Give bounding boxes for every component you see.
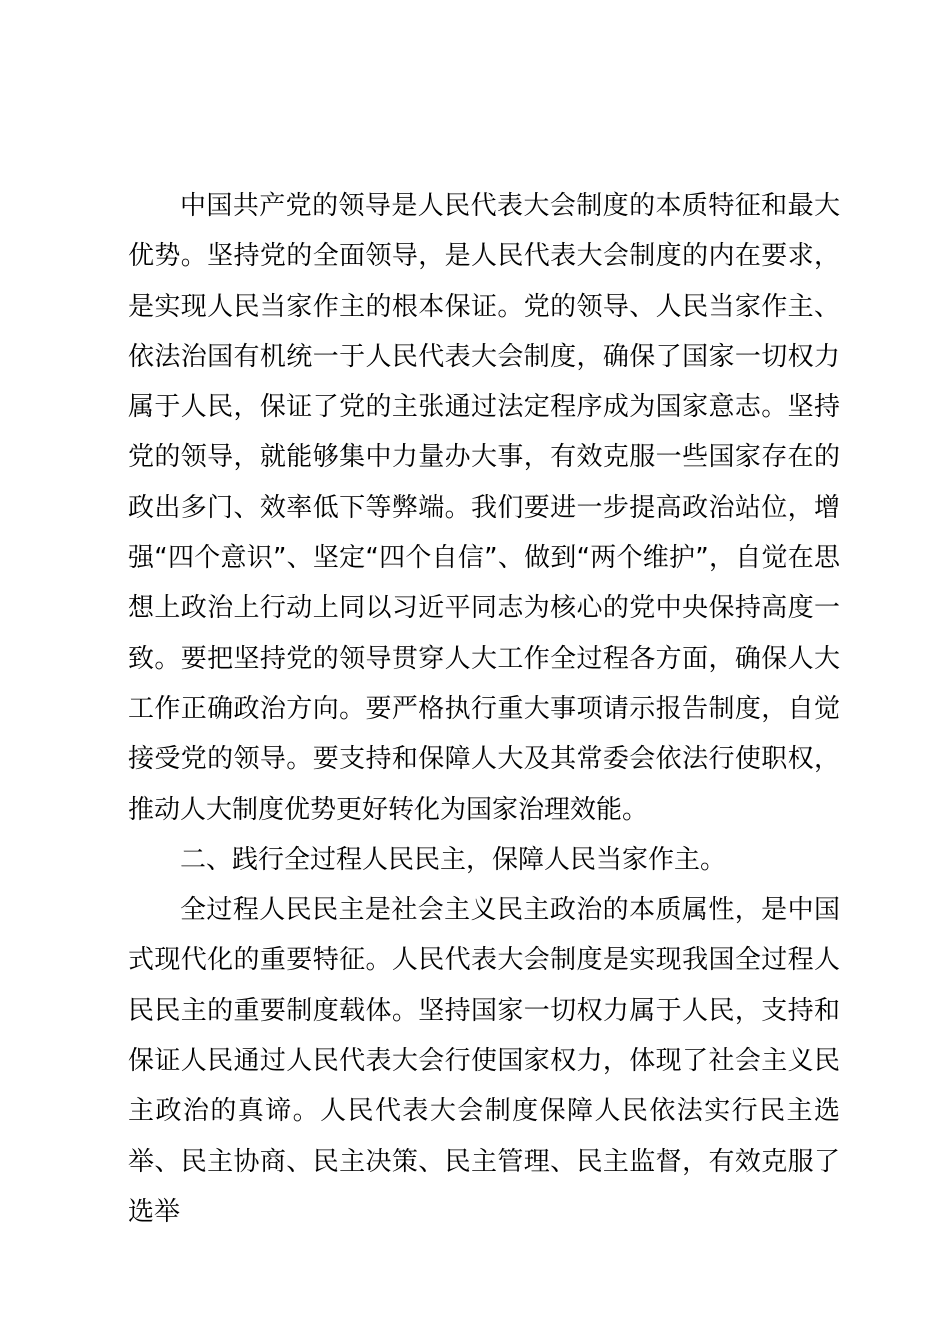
section-heading: 二、践行全过程人民民主，保障人民当家作主。 xyxy=(180,844,727,875)
body-paragraph: 中国共产党的领导是人民代表大会制度的本质特征和最大优势。坚持党的全面领导，是人民代表大会制度的内在要求，是实现人民当家作主的根本保证。党的领导、人民当家作主、依法治国有机统一于人民代表大会制度，确保了国家一切权力属于人民，保证了党的主张通过法定程序成为国家意志。坚持党的领导，就能够集中力量办大事，有效克服一些国家存在的政出多门、效率低下等弊端。我们要进一步提高政治站位，增强“四个意识”、坚定“四个自信”、做到“两个维护”，自觉在思想上政治上行动上同以习近平同志为核心的党中央保持高度一致。要把坚持党的领导贯穿人大工作全过程各方面，确保人大工作正确政治方向。要严格执行重大事项请示报告制度，自觉接受党的领导。要支持和保障人大及其常委会依法行使职权，推动人大制度优势更好转化为国家治理效能。 xyxy=(128,191,840,825)
document-body xyxy=(128,181,840,1237)
body-paragraph: 全过程人民民主是社会主义民主政治的本质属性，是中国式现代化的重要特征。人民代表大会制度是实现我国全过程人民民主的重要制度载体。坚持国家一切权力属于人民，支持和保证人民通过人民代表大会行使国家权力，体现了社会主义民主政治的真谛。人民代表大会制度保障人民依法实行民主选举、民主协商、民主决策、民主管理、民主监督，有效克服了选举 xyxy=(128,895,840,1227)
